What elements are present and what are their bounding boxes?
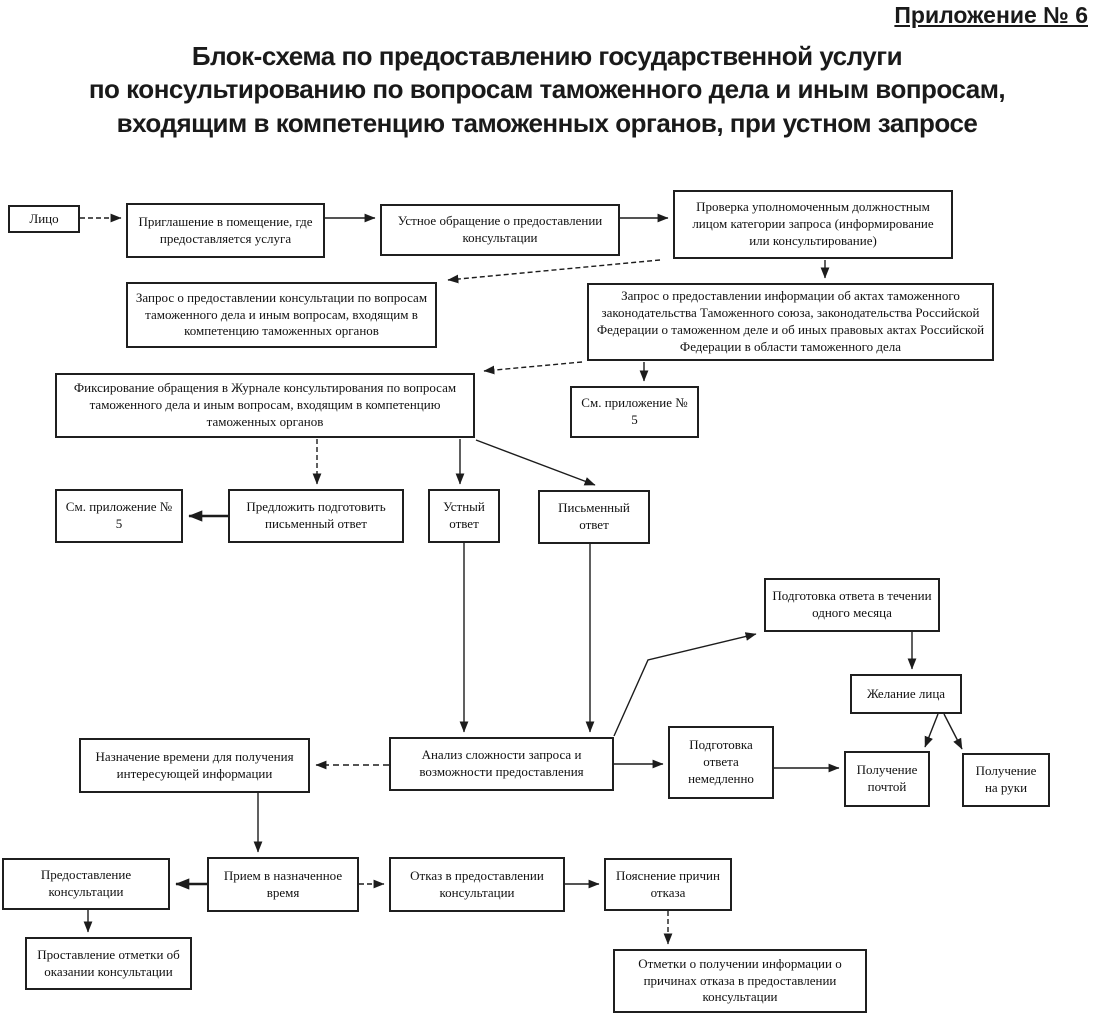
node-provision-mark: Проставление отметки об оказании консультации	[25, 937, 192, 990]
node-refusal-explanation: Пояснение причин отказа	[604, 858, 732, 911]
appendix-label: Приложение № 6	[894, 2, 1088, 28]
arrow-category-check-to-consultation-request	[448, 260, 660, 280]
node-invitation: Приглашение в помещение, где предоставляется услуга	[126, 203, 325, 258]
title-line-3: входящим в компетенцию таможенных органов, при устном запросе	[116, 107, 978, 138]
title-line-1: Блок-схема по предоставлению государственной услуги	[191, 41, 903, 71]
arrow-person-wish-to-receive-in-person	[944, 714, 962, 749]
node-offer-written-reply: Предложить подготовить письменный ответ	[228, 489, 404, 543]
node-reply-within-month: Подготовка ответа в течении одного месяца	[764, 578, 940, 632]
node-receive-in-person: Получение на руки	[962, 753, 1050, 807]
title-line-2: по консультированию по вопросам таможенного дела и иным вопросам,	[88, 74, 1006, 105]
node-information-request: Запрос о предоставлении информации об актах таможенного законодательства Таможенного союза, законодательства Российской Федерации о таможенном деле и об иных правовых актах Российской Федерации в области таможенного дела	[587, 283, 994, 361]
node-complexity-analysis: Анализ сложности запроса и возможности предоставления	[389, 737, 614, 791]
node-see-appendix-5-left: См. приложение № 5	[55, 489, 183, 543]
node-oral-request: Устное обращение о предоставлении консультации	[380, 204, 620, 256]
arrow-journal-record-to-written-reply	[476, 440, 595, 485]
node-person-wish: Желание лица	[850, 674, 962, 714]
node-journal-record: Фиксирование обращения в Журнале консультирования по вопросам таможенного дела и иным вопросам, входящим в компетенцию таможенных органов	[55, 373, 475, 438]
node-receive-by-mail: Получение почтой	[844, 751, 930, 807]
node-time-appointment: Назначение времени для получения интересующей информации	[79, 738, 310, 793]
node-consultation-refusal: Отказ в предоставлении консультации	[389, 857, 565, 912]
node-category-check: Проверка уполномоченным должностным лицом категории запроса (информирование или консультирование)	[673, 190, 953, 259]
node-written-reply: Письменный ответ	[538, 490, 650, 544]
node-see-appendix-5-top: См. приложение № 5	[570, 386, 699, 438]
arrow-information-request-to-journal-record	[484, 362, 582, 371]
arrow-complexity-analysis-to-reply-within-month	[614, 634, 756, 736]
node-consultation-provision: Предоставление консультации	[2, 858, 170, 910]
node-person: Лицо	[8, 205, 80, 233]
node-oral-reply: Устный ответ	[428, 489, 500, 543]
node-consultation-request: Запрос о предоставлении консультации по вопросам таможенного дела и иным вопросам, входящим в компетенцию таможенных органов	[126, 282, 437, 348]
node-refusal-info-mark: Отметки о получении информации о причинах отказа в предоставлении консультации	[613, 949, 867, 1013]
node-appointed-reception: Прием в назначенное время	[207, 857, 359, 912]
arrow-person-wish-to-receive-by-mail	[925, 714, 938, 747]
node-immediate-reply: Подготовка ответа немедленно	[668, 726, 774, 799]
